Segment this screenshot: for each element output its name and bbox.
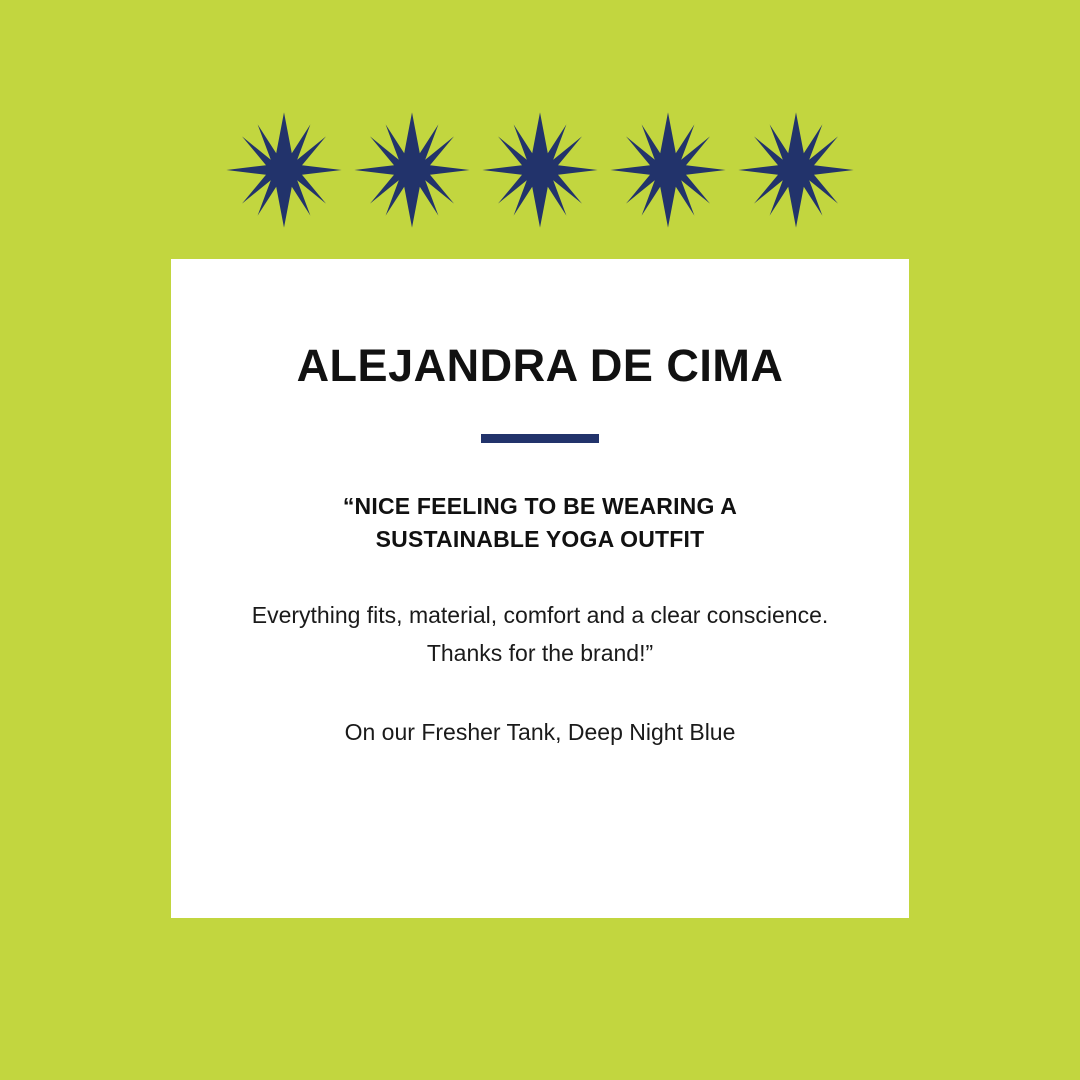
star-burst-icon bbox=[736, 110, 856, 230]
star-burst-icon bbox=[224, 110, 344, 230]
testimonial-card bbox=[171, 259, 909, 918]
author-name: ALEJANDRA DE CIMA bbox=[296, 340, 784, 391]
divider bbox=[481, 434, 599, 443]
quote-headline: “NICE FEELING TO BE WEARING A SUSTAINABLE YOGA OUTFIT bbox=[342, 492, 738, 552]
star-burst-icon bbox=[352, 110, 472, 230]
star-burst-icon bbox=[608, 110, 728, 230]
star-burst-icon bbox=[480, 110, 600, 230]
product-note: On our Fresher Tank, Deep Night Blue bbox=[344, 719, 736, 746]
star-rating bbox=[0, 110, 1080, 230]
quote-body: Everything fits, material, comfort and a clear conscience. Thanks for the brand!” bbox=[251, 602, 829, 667]
